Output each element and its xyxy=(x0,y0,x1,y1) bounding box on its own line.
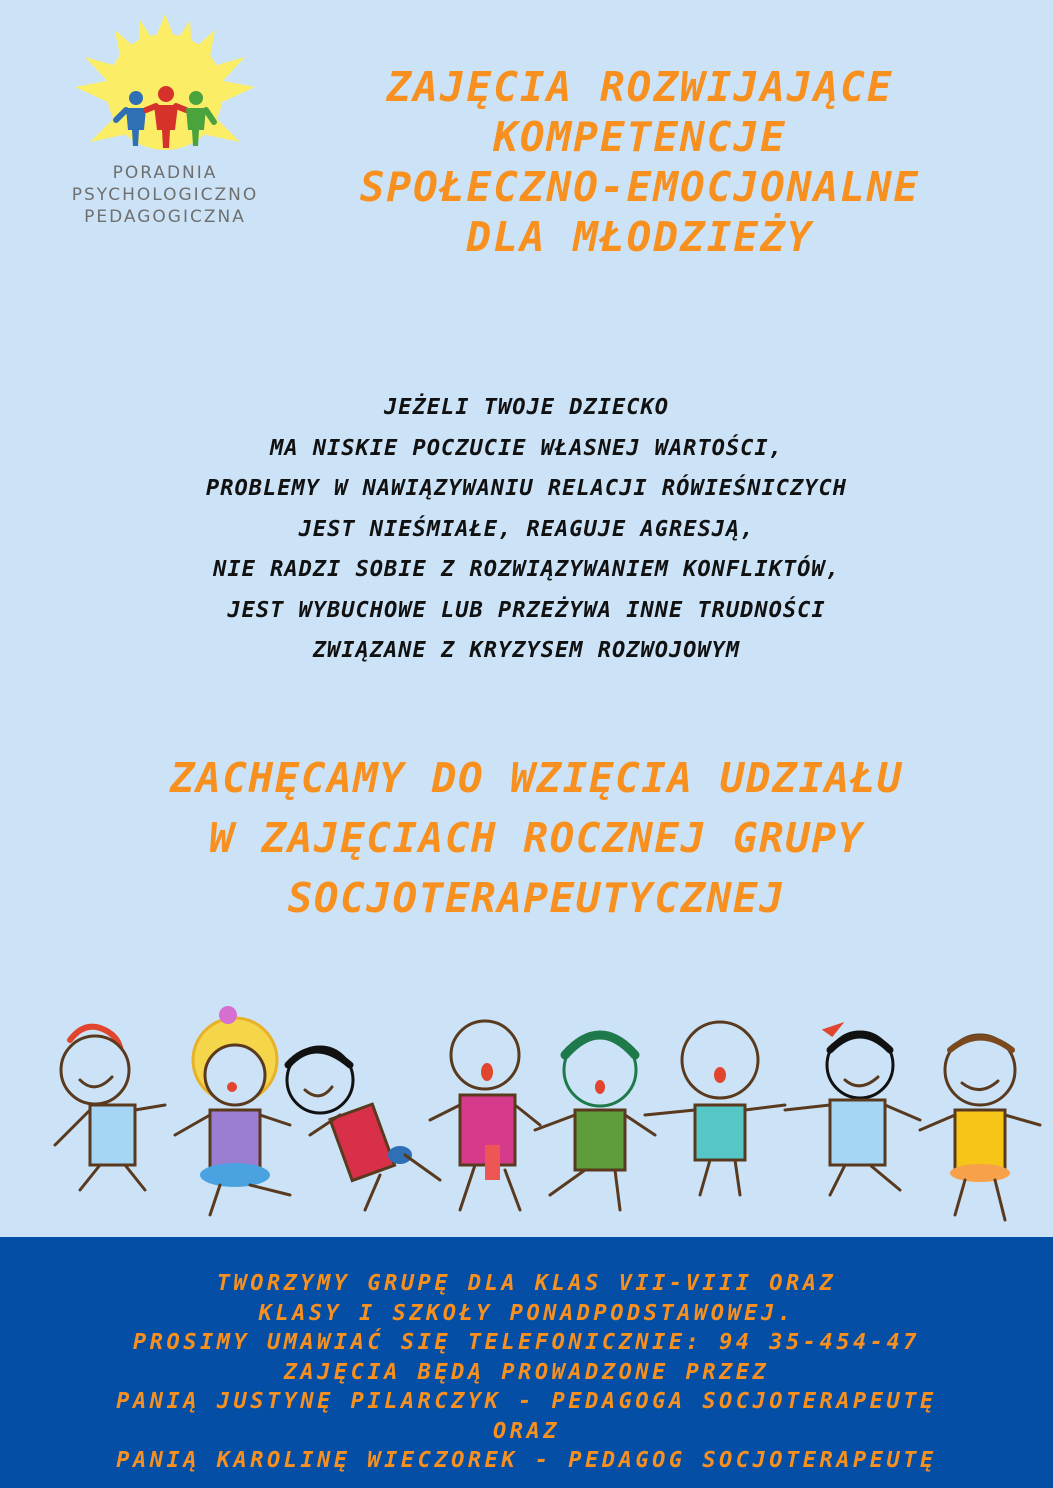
child-figure xyxy=(535,1034,655,1210)
sun-with-people-icon xyxy=(60,12,270,162)
footer-text xyxy=(0,1269,1053,1476)
intro-text xyxy=(20,388,1033,672)
footer-line: ZAJĘCIA BĘDĄ PROWADZONE PRZEZ xyxy=(283,1359,770,1385)
child-figure xyxy=(430,1021,540,1210)
intro-line: JEST WYBUCHOWE LUB PRZEŻYWA INNE TRUDNOŚCI xyxy=(227,597,826,623)
footer-banner xyxy=(0,1237,1053,1488)
logo-line: PEDAGOGICZNA xyxy=(84,207,246,227)
child-figure xyxy=(785,1025,920,1195)
footer-line: PANIĄ JUSTYNĘ PILARCZYK - PEDAGOGA SOCJOTERAPEUTĘ xyxy=(116,1389,937,1414)
footer-phone-line: PROSIMY UMAWIAĆ SIĘ TELEFONICZNIE: 94 35-454-47 xyxy=(132,1330,921,1355)
title-line: ZAJĘCIA ROZWIJAJĄCE xyxy=(386,63,894,111)
footer-line: TWORZYMY GRUPĘ DLA KLAS VII-VIII ORAZ xyxy=(216,1271,837,1296)
cta-line: SOCJOTERAPEUTYCZNEJ xyxy=(287,874,786,922)
child-figure xyxy=(55,1027,165,1190)
cta-line: ZACHĘCAMY DO WZIĘCIA UDZIAŁU xyxy=(169,754,904,802)
logo-line: PORADNIA xyxy=(112,163,218,183)
child-figure xyxy=(920,1035,1040,1220)
child-figure xyxy=(175,1006,290,1215)
logo xyxy=(40,12,290,242)
intro-line: ZWIĄZANE Z KRYZYSEM ROZWOJOWYM xyxy=(312,638,741,663)
child-figure xyxy=(645,1022,785,1195)
footer-line: KLASY I SZKOŁY PONADPODSTAWOWEJ. xyxy=(258,1300,795,1326)
page-title xyxy=(280,62,1000,262)
title-line: KOMPETENCJE xyxy=(493,113,787,161)
intro-line: JEŻELI TWOJE DZIECKO xyxy=(384,395,669,420)
cta-line: W ZAJĘCIACH ROCZNEJ GRUPY xyxy=(209,814,864,862)
intro-line: PROBLEMY W NAWIĄZYWANIU RELACJI RÓWIEŚNICZYCH xyxy=(205,476,848,501)
logo-text xyxy=(40,162,290,228)
intro-line: JEST NIEŚMIAŁE, REAGUJE AGRESJĄ, xyxy=(298,516,755,542)
intro-line: MA NISKIE POCZUCIE WŁASNEJ WARTOŚCI, xyxy=(270,435,783,461)
call-to-action xyxy=(20,748,1053,928)
intro-line: NIE RADZI SOBIE Z ROZWIĄZYWANIEM KONFLIKTÓW, xyxy=(213,557,840,582)
footer-line: ORAZ xyxy=(493,1418,560,1444)
title-line: SPOŁECZNO-EMOCJONALNE xyxy=(359,163,921,211)
footer-line: PANIĄ KAROLINĘ WIECZOREK - PEDAGOG SOCJOTERAPEUTĘ xyxy=(116,1448,937,1473)
logo-line: PSYCHOLOGICZNO xyxy=(71,185,259,205)
child-figure xyxy=(287,1047,440,1210)
dancing-children-illustration xyxy=(20,995,1050,1235)
title-line: DLA MŁODZIEŻY xyxy=(466,213,814,261)
